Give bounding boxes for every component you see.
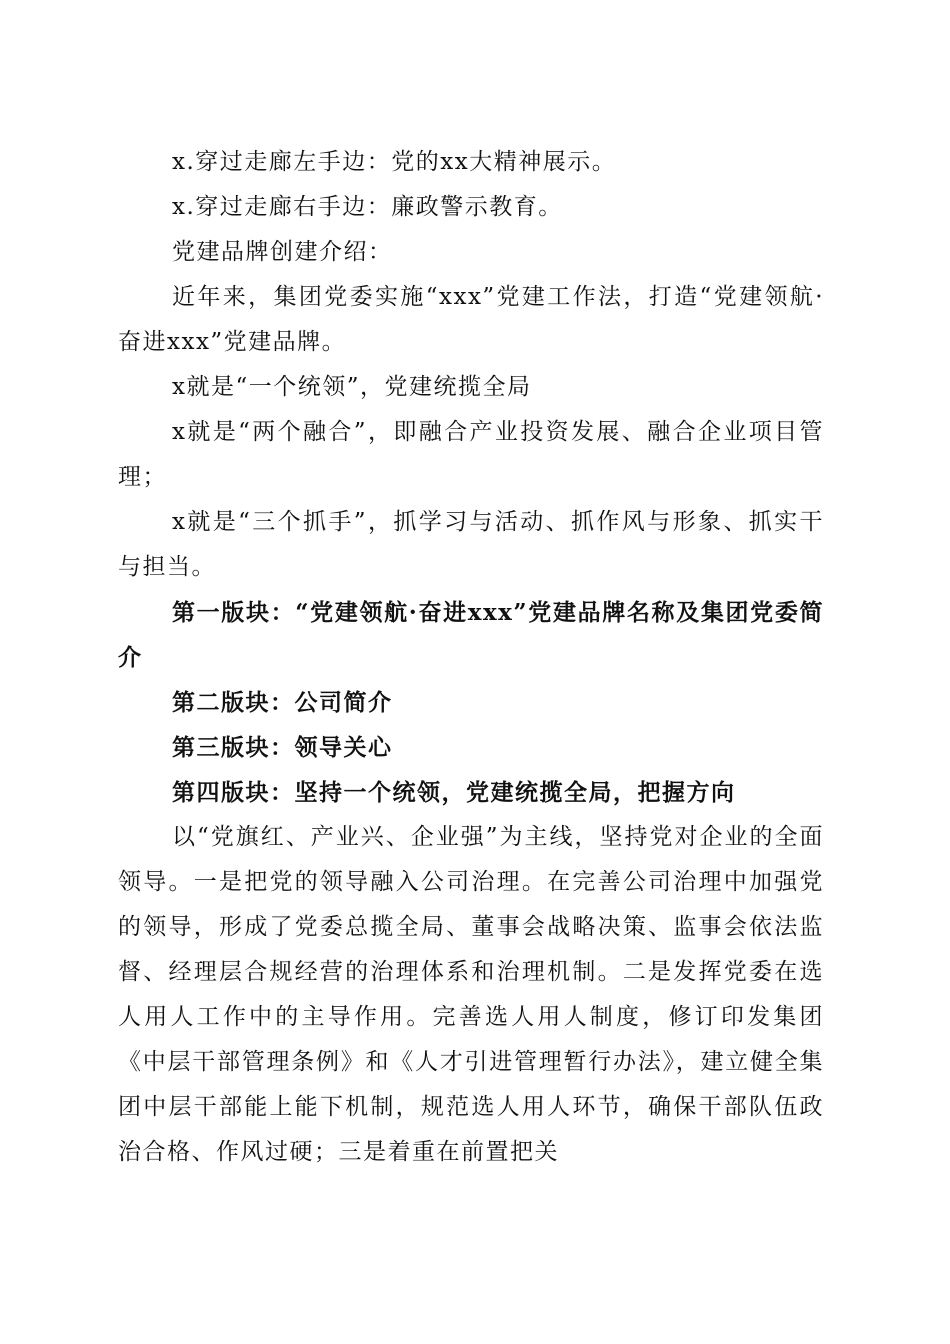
paragraph-corridor-right: x.穿过走廊右手边：廉政警示教育。 (172, 194, 563, 220)
section-heading-2: 第二版块：公司简介 (172, 689, 393, 716)
document-body (118, 140, 824, 1175)
section-heading-3: 第三版块：领导关心 (172, 734, 393, 761)
section-heading-1: 第一版块：“党建领航·奋进xxx”党建品牌名称及集团党委简介 (118, 599, 824, 671)
paragraph-corridor-left: x.穿过走廊左手边：党的xx大精神展示。 (172, 149, 617, 175)
section-heading-4: 第四版块：坚持一个统领，党建统揽全局，把握方向 (172, 779, 736, 806)
paragraph-section-4-body: 以“党旗红、产业兴、企业强”为主线，坚持党对企业的全面领导。一是把党的领导融入公司治理。在完善公司治理中加强党的领导，形成了党委总揽全局、董事会战略决策、监事会依法监督、经理层合规经营的治理体系和治理机制。二是发挥党委在选人用人工作中的主导作用。完善选人用人制度，修订印发集团《中层干部管理条例》和《人才引进管理暂行办法》，建立健全集团中层干部能上能下机制，规范选人用人环节，确保干部队伍政治合格、作风过硬；三是着重在前置把关 (118, 824, 824, 1165)
paragraph-brand-intro-heading: 党建品牌创建介绍： (172, 239, 393, 265)
paragraph-two-integrations: x就是“两个融合”，即融合产业投资发展、融合企业项目管理； (118, 419, 824, 490)
paragraph-one-leader: x就是“一个统领”，党建统揽全局 (172, 374, 532, 400)
paragraph-brand-intro: 近年来，集团党委实施“xxx”党建工作法，打造“党建领航·奋进xxx”党建品牌。 (118, 284, 824, 355)
paragraph-three-levers: x就是“三个抓手”，抓学习与活动、抓作风与形象、抓实干与担当。 (118, 509, 824, 580)
